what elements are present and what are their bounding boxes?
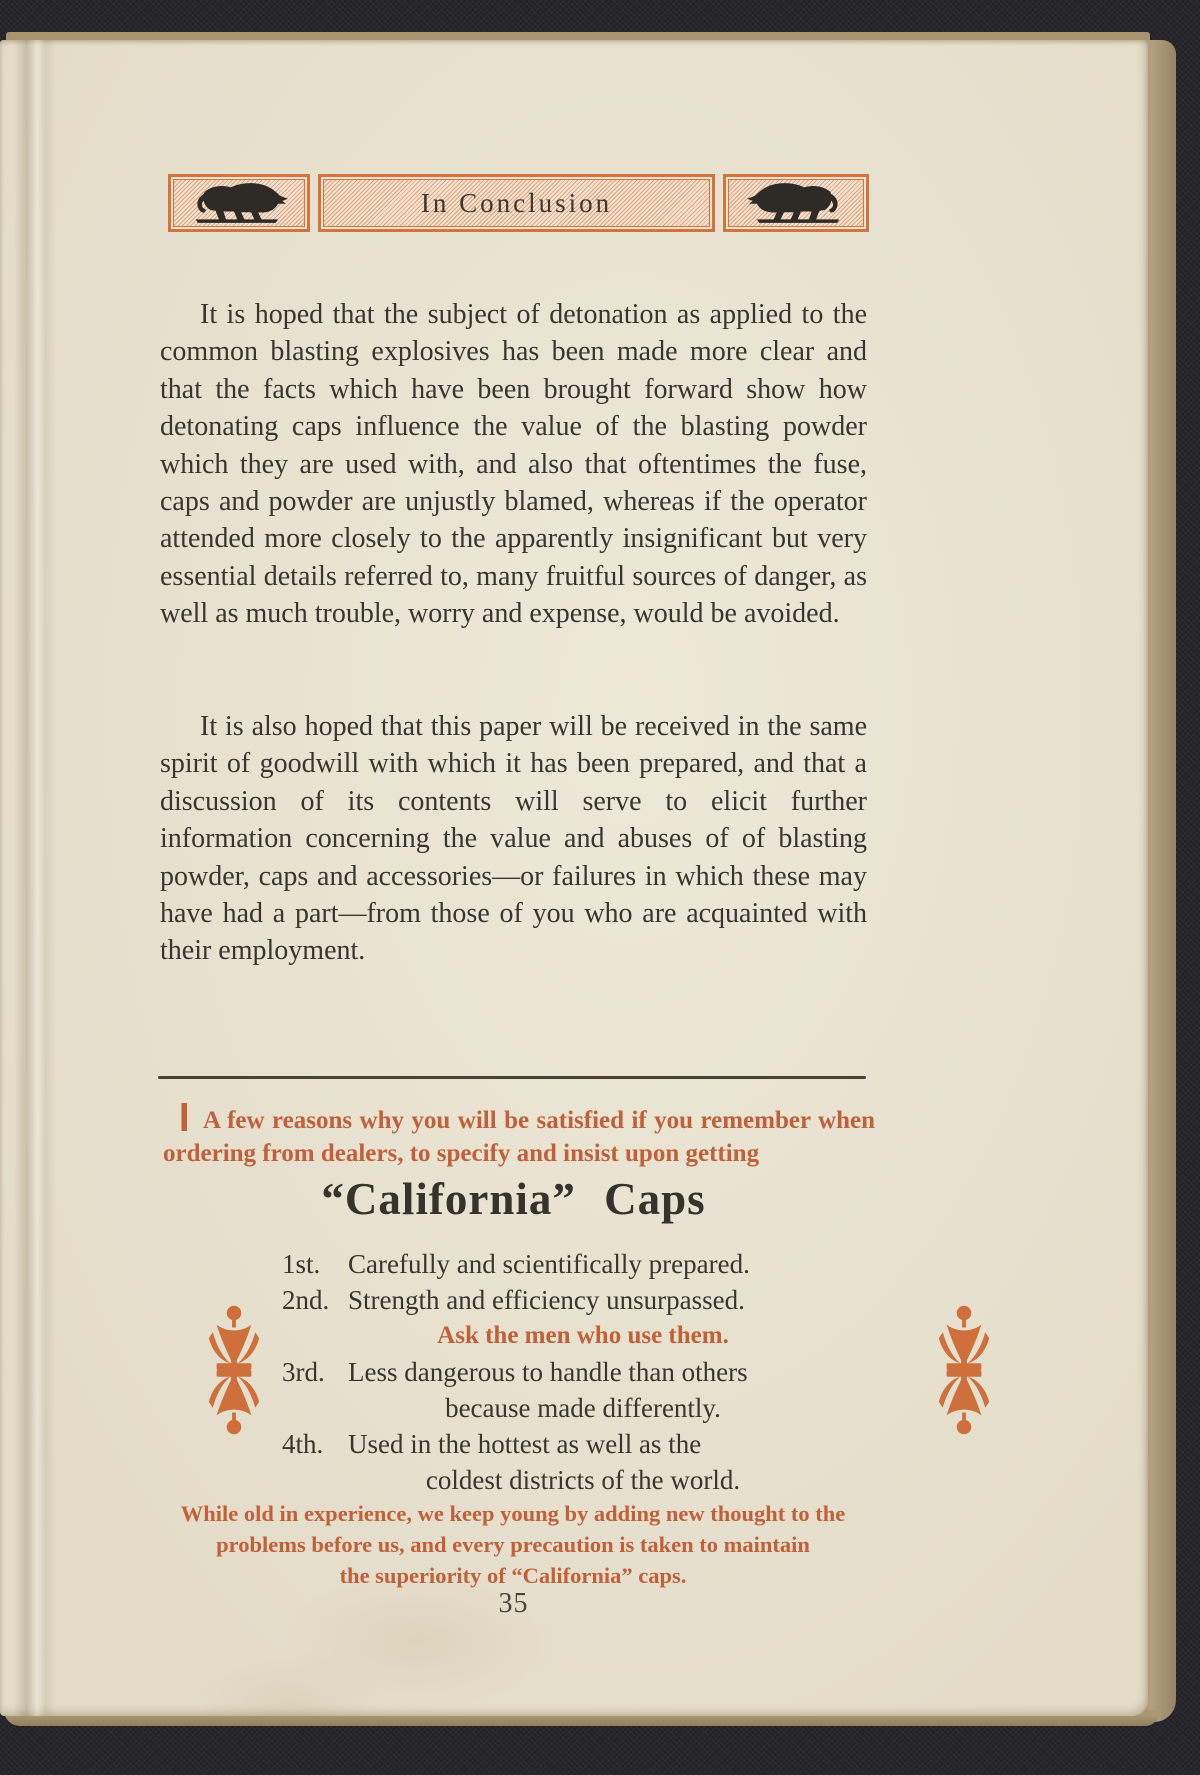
promo-intro-text: A few reasons why you will be satisfied if you remember when ordering from dealers, to specify and insist upon getting (163, 1107, 875, 1167)
list-item-label: 4th. (282, 1429, 324, 1459)
binding-gutter-shadow (14, 40, 56, 1716)
promo-footer (130, 1498, 896, 1591)
list-item-label: 1st. (282, 1249, 321, 1279)
paragraph-mark-icon (163, 1102, 189, 1132)
list-item (160, 1282, 867, 1318)
list-item-label: 3rd. (282, 1357, 325, 1387)
list-item-continuation: because made differently. (445, 1393, 721, 1423)
page-number: 35 (498, 1588, 529, 1619)
paragraph-1: It is hoped that the subject of detonation as applied to the common blasting explosives has been made more clear and that the facts which have been brought forward show how detonating caps influence the value of the blasting powder which they are used with, and also that oftentimes the fuse, caps and powder are unjustly blamed, whereas if the operator attended more closely to the apparently insignificant but very essential details referred to, many fruitful sources of danger, as well as much trouble, worry and expense, would be avoided. (160, 299, 867, 630)
lion-facing-right-icon (180, 181, 298, 225)
book-page (0, 40, 1148, 1716)
lion-facing-left-icon (737, 181, 855, 225)
floral-cross-ornament-icon (205, 1303, 263, 1437)
promo-footer-line: problems before us, and every precaution is taken to maintain (216, 1532, 810, 1557)
list-item-continuation: coldest districts of the world. (425, 1465, 741, 1495)
list-item (160, 1246, 867, 1282)
list-item-label: 2nd. (282, 1285, 330, 1315)
header-banner (168, 174, 869, 232)
floral-cross-ornament-icon (935, 1303, 993, 1437)
paragraph-2: It is also hoped that this paper will be received in the same spirit of goodwill with which it has been prepared, and that a discussion of its contents will serve to elicit further information concerning the value and abuses of of blasting powder, caps and accessories—or failures in which these may have had a part—from those of you who are acquainted with their employment. (160, 711, 867, 967)
banner-right-box (723, 174, 869, 232)
book-scan (0, 32, 1176, 1726)
section-title: In Conclusion (420, 187, 613, 218)
slogan: Ask the men who use them. (437, 1322, 729, 1349)
horizontal-rule (158, 1076, 866, 1079)
list-item-text: Strength and efficiency unsurpassed. (348, 1285, 745, 1315)
list-item-text: Less dangerous to handle than others (348, 1357, 748, 1387)
product-heading: “California” Caps (321, 1174, 706, 1224)
list-item-text: Carefully and scientifically prepared. (348, 1249, 750, 1279)
promo-footer-line: While old in experience, we keep young by adding new thought to the (180, 1501, 846, 1526)
banner-title-box (318, 174, 715, 232)
promo-footer-line: the superiority of “California” caps. (339, 1563, 687, 1588)
promo-intro (163, 1102, 875, 1170)
banner-left-box (168, 174, 310, 232)
reasons-list (160, 1246, 867, 1498)
list-item-text: Used in the hottest as well as the (348, 1429, 702, 1459)
list-item (160, 1354, 867, 1390)
list-item (160, 1426, 867, 1462)
